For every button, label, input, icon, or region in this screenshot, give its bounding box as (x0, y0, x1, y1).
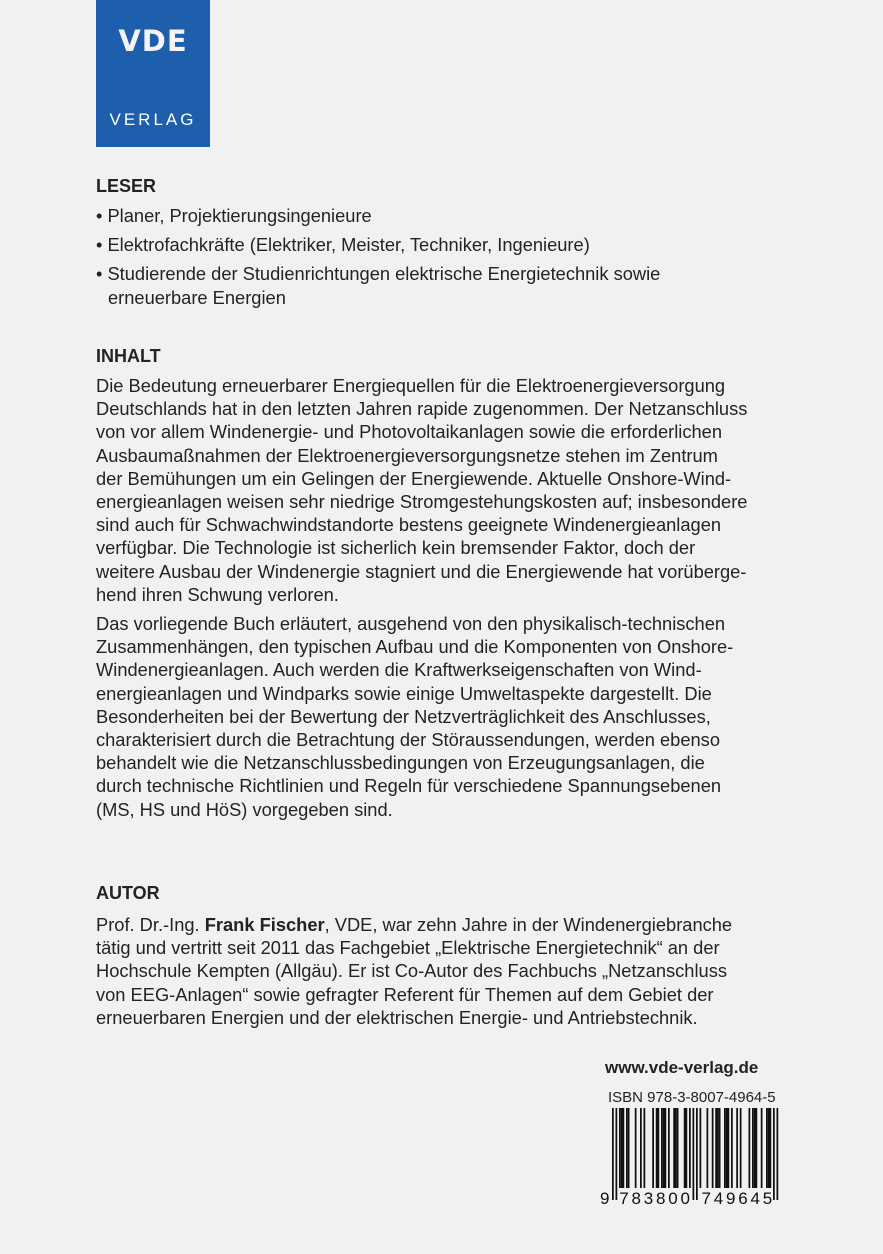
barcode (600, 1108, 780, 1206)
paragraph-line: Zusammenhängen, den typischen Aufbau und die Komponenten von Onshore- (96, 636, 734, 658)
barcode-bar (752, 1108, 754, 1188)
barcode-bar (652, 1108, 654, 1188)
barcode-bar (619, 1108, 621, 1188)
leser-list (96, 204, 660, 309)
barcode-digits: 7 (619, 1189, 629, 1206)
paragraph-line: sind auch für Schwachwindstandorte bestens geeignete Windenergieanlagen (96, 514, 722, 536)
barcode-bar (689, 1108, 691, 1188)
barcode-bar (712, 1108, 714, 1188)
paragraph-line: Besonderheiten bei der Bewertung der Netzverträglichkeit des Anschlusses, (96, 705, 711, 727)
author-line1: , VDE, war zehn Jahre in der Windenergiebranche (324, 914, 733, 935)
autor-paragraph (96, 913, 732, 1029)
paragraph-line: charakterisiert durch die Betrachtung der Störaussendungen, werden ebenso (96, 728, 720, 750)
paragraph-line: von vor allem Windenergie- und Photovoltaikanlagen sowie die erforderlichen (96, 421, 722, 443)
paragraph-line: der Bemühungen um ein Gelingen der Energiewende. Aktuelle Onshore-Wind- (96, 467, 732, 489)
barcode-digits: 3 (643, 1189, 654, 1206)
logo-sub: VERLAG (109, 110, 197, 129)
autor-heading: AUTOR (96, 883, 160, 903)
author-prefix: Prof. Dr.-Ing. (96, 914, 205, 935)
barcode-digits: 5 (762, 1189, 773, 1206)
barcode-digits: 4 (713, 1189, 724, 1206)
barcode-bar (686, 1108, 688, 1188)
paragraph-line: Die Bedeutung erneuerbarer Energiequellen für die Elektroenergieversorgung (96, 375, 726, 396)
list-item: • Studierende der Studienrichtungen elektrische Energietechnik sowie (96, 263, 661, 285)
barcode-digits: 8 (631, 1189, 641, 1206)
logo-brand: VDE (118, 24, 188, 58)
inhalt-paragraph-1 (96, 374, 747, 606)
barcode-bar (696, 1108, 698, 1200)
list-item-cont: erneuerbare Energien (108, 286, 286, 308)
barcode-bar (715, 1108, 717, 1188)
barcode-bar (761, 1108, 763, 1188)
list-item: • Elektrofachkräfte (Elektriker, Meister, Techniker, Ingenieure) (96, 234, 590, 256)
barcode-bar (635, 1108, 637, 1188)
barcode-bar (700, 1108, 702, 1188)
barcode-digits: 9 (726, 1189, 736, 1206)
barcode-bar (663, 1108, 665, 1188)
paragraph-line: energieanlagen weisen sehr niedrige Stromgestehungskosten auf; insbesondere (96, 490, 748, 512)
barcode-digits: 8 (656, 1189, 666, 1206)
paragraph-line: Das vorliegende Buch erläutert, ausgehend von den physikalisch-technischen (96, 613, 726, 634)
barcode-bar (677, 1108, 679, 1188)
barcode-bar (628, 1108, 630, 1188)
barcode-bar (668, 1108, 670, 1188)
barcode-bar (656, 1108, 658, 1188)
paragraph-line: behandelt wie die Netzanschlussbedingungen von Erzeugungsanlagen, die (96, 752, 705, 774)
barcode-bar (673, 1108, 675, 1188)
barcode-bar (768, 1108, 770, 1188)
vde-verlag-logo (96, 0, 210, 147)
author-line: von EEG-Anlagen“ sowie gefragter Referent für Themen auf dem Gebiet der (96, 983, 714, 1005)
paragraph-line: (MS, HS und HöS) vorgegeben sind. (96, 798, 393, 820)
barcode-bar (719, 1108, 721, 1188)
barcode-bar (777, 1108, 779, 1200)
barcode-bar (766, 1108, 768, 1188)
barcode-digits: 7 (701, 1189, 711, 1206)
barcode-bar (749, 1108, 751, 1188)
barcode-bar (770, 1108, 772, 1188)
barcode-bar (707, 1108, 709, 1188)
publisher-url: www.vde-verlag.de (605, 1058, 759, 1077)
barcode-digits: 6 (738, 1189, 748, 1206)
author-name: Frank Fischer (204, 914, 325, 935)
barcode-bar (684, 1108, 686, 1188)
barcode-bar (728, 1108, 730, 1188)
paragraph-line: Ausbaumaßnahmen der Elektroenergieversorgungsnetze stehen im Zentrum (96, 444, 718, 466)
barcode-bar (658, 1108, 660, 1188)
barcode-bar (754, 1108, 756, 1188)
barcode-bar (644, 1108, 646, 1188)
barcode-bar (756, 1108, 758, 1188)
barcode-bar (740, 1108, 742, 1188)
barcode-digits: 9 (600, 1189, 610, 1206)
barcode-bar (736, 1108, 738, 1188)
author-line: tätig und vertritt seit 2011 das Fachgebiet „Elektrische Energietechnik“ an der (96, 937, 720, 959)
isbn: ISBN 978-3-8007-4964-5 (608, 1089, 776, 1106)
paragraph-line: energieanlagen und Windparks sowie einige Umweltaspekte dargestellt. Die (96, 682, 712, 704)
list-item: • Planer, Projektierungsingenieure (96, 205, 372, 226)
barcode-bar (717, 1108, 719, 1188)
barcode-bar (661, 1108, 663, 1188)
inhalt-heading: INHALT (96, 346, 161, 366)
barcode-bar (640, 1108, 642, 1188)
inhalt-paragraph-2 (96, 612, 733, 821)
barcode-bar (675, 1108, 677, 1188)
paragraph-line: Deutschlands hat in den letzten Jahren rapide zugenommen. Der Netzanschluss (96, 398, 748, 420)
barcode-digits: 0 (680, 1189, 690, 1206)
paragraph-line: weitere Ausbau der Windenergie stagniert und die Energiewende hat vorüberge- (96, 560, 747, 582)
barcode-bar (724, 1108, 726, 1188)
barcode-digits: 4 (750, 1189, 760, 1206)
author-line: erneuerbaren Energien und der elektrischen Energie- und Antriebstechnik. (96, 1006, 698, 1028)
barcode-bar (731, 1108, 733, 1188)
barcode-bar (665, 1108, 667, 1188)
paragraph-line: hend ihren Schwung verloren. (96, 583, 339, 605)
leser-heading: LESER (96, 176, 157, 196)
barcode-bar (612, 1108, 614, 1200)
paragraph-line: Windenergieanlagen. Auch werden die Kraftwerkseigenschaften von Wind- (96, 659, 702, 681)
barcode-bar (623, 1108, 625, 1188)
barcode-bar (773, 1108, 775, 1200)
barcode-digits: 0 (668, 1189, 678, 1206)
barcode-bar (616, 1108, 618, 1200)
paragraph-line: durch technische Richtlinien und Regeln für verschiedene Spannungsebenen (96, 775, 722, 797)
paragraph-line: verfügbar. Die Technologie ist sicherlich kein bremsender Faktor, doch der (96, 537, 696, 559)
barcode-bar (693, 1108, 695, 1200)
barcode-bar (626, 1108, 628, 1188)
barcode-bar (621, 1108, 623, 1188)
author-line: Hochschule Kempten (Allgäu). Er ist Co-Autor des Fachbuchs „Netzanschluss (96, 960, 727, 982)
barcode-bar (726, 1108, 728, 1188)
